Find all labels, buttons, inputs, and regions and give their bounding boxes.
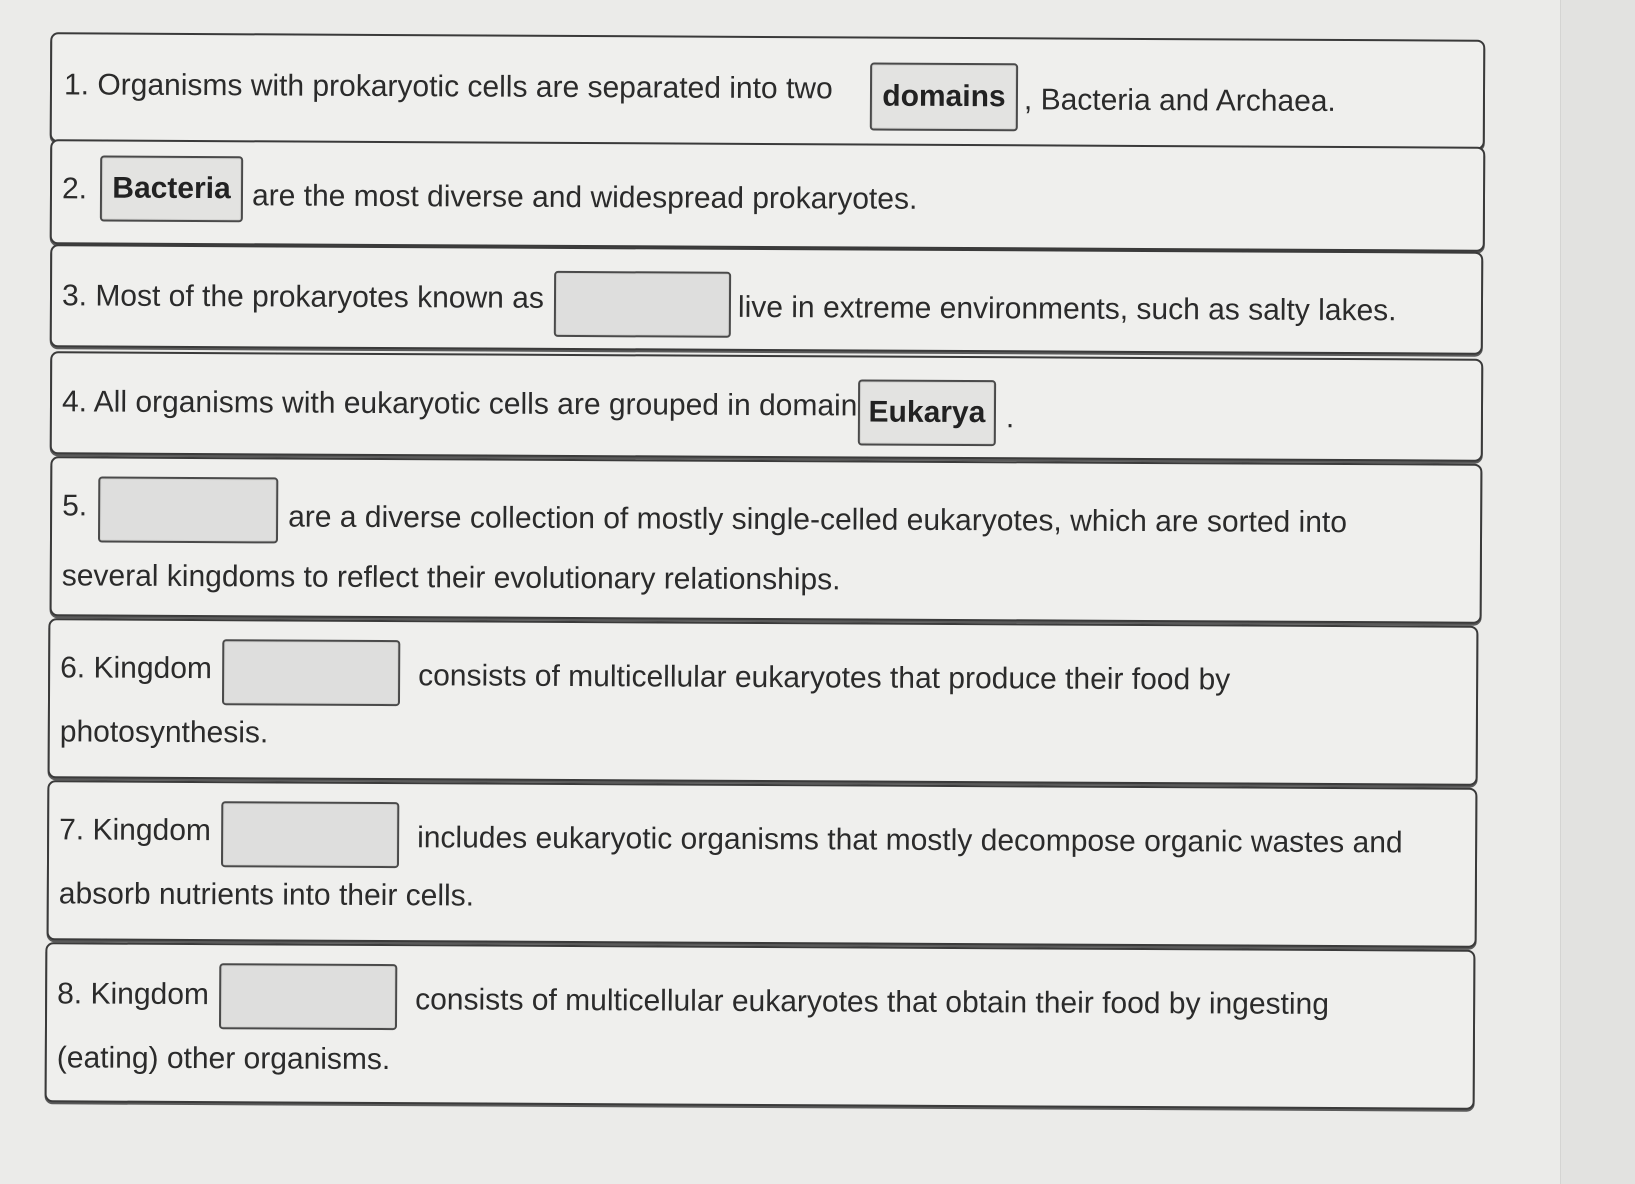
answer-4-eukarya[interactable]: Eukarya: [858, 379, 996, 446]
question-4-suffix: .: [1005, 401, 1015, 435]
question-5: [50, 456, 1483, 623]
question-2: [50, 139, 1486, 252]
question-6: [48, 618, 1479, 785]
question-6-suffix: consists of multicellular eukaryotes that produce their food by: [418, 659, 1231, 697]
answer-7-blank[interactable]: [221, 801, 399, 868]
question-7: [47, 780, 1478, 947]
answer-5-blank[interactable]: [98, 477, 278, 544]
answer-6-blank[interactable]: [222, 639, 400, 706]
question-3-suffix: live in extreme environments, such as salty lakes.: [737, 290, 1397, 328]
question-6-line2: photosynthesis.: [59, 715, 269, 750]
question-1: [50, 32, 1486, 150]
question-5-line2: several kingdoms to reflect their evolutionary relationships.: [61, 559, 841, 597]
question-1-prefix: 1. Organisms with prokaryotic cells are separated into two: [63, 68, 833, 106]
question-2-prefix: 2.: [61, 172, 88, 206]
question-7-line2: absorb nutrients into their cells.: [58, 877, 475, 913]
question-7-prefix: 7. Kingdom: [59, 813, 212, 848]
question-3-prefix: 3. Most of the prokaryotes known as: [61, 279, 544, 315]
question-5-prefix: 5.: [62, 489, 88, 523]
question-4: [50, 351, 1484, 462]
question-8-line2: (eating) other organisms.: [56, 1041, 391, 1077]
question-1-suffix: , Bacteria and Archaea.: [1023, 83, 1336, 118]
answer-3-blank[interactable]: [554, 271, 731, 338]
question-3: [50, 244, 1484, 355]
answer-8-blank[interactable]: [219, 963, 397, 1030]
answer-1-domains[interactable]: domains: [870, 63, 1018, 132]
question-4-prefix: 4. All organisms with eukaryotic cells are grouped in domain: [61, 385, 858, 423]
question-8-suffix: consists of multicellular eukaryotes that obtain their food by ingesting: [415, 983, 1330, 1021]
question-7-suffix: includes eukaryotic organisms that mostly decompose organic wastes and: [417, 821, 1403, 860]
question-6-prefix: 6. Kingdom: [60, 651, 213, 686]
answer-2-bacteria[interactable]: Bacteria: [100, 156, 243, 223]
question-2-suffix: are the most diverse and widespread prokaryotes.: [251, 179, 918, 216]
scroll-gutter: [1560, 0, 1635, 1184]
question-8: [45, 942, 1476, 1109]
question-5-suffix: are a diverse collection of mostly single-celled eukaryotes, which are sorted into: [288, 500, 1348, 540]
question-8-prefix: 8. Kingdom: [57, 977, 210, 1012]
